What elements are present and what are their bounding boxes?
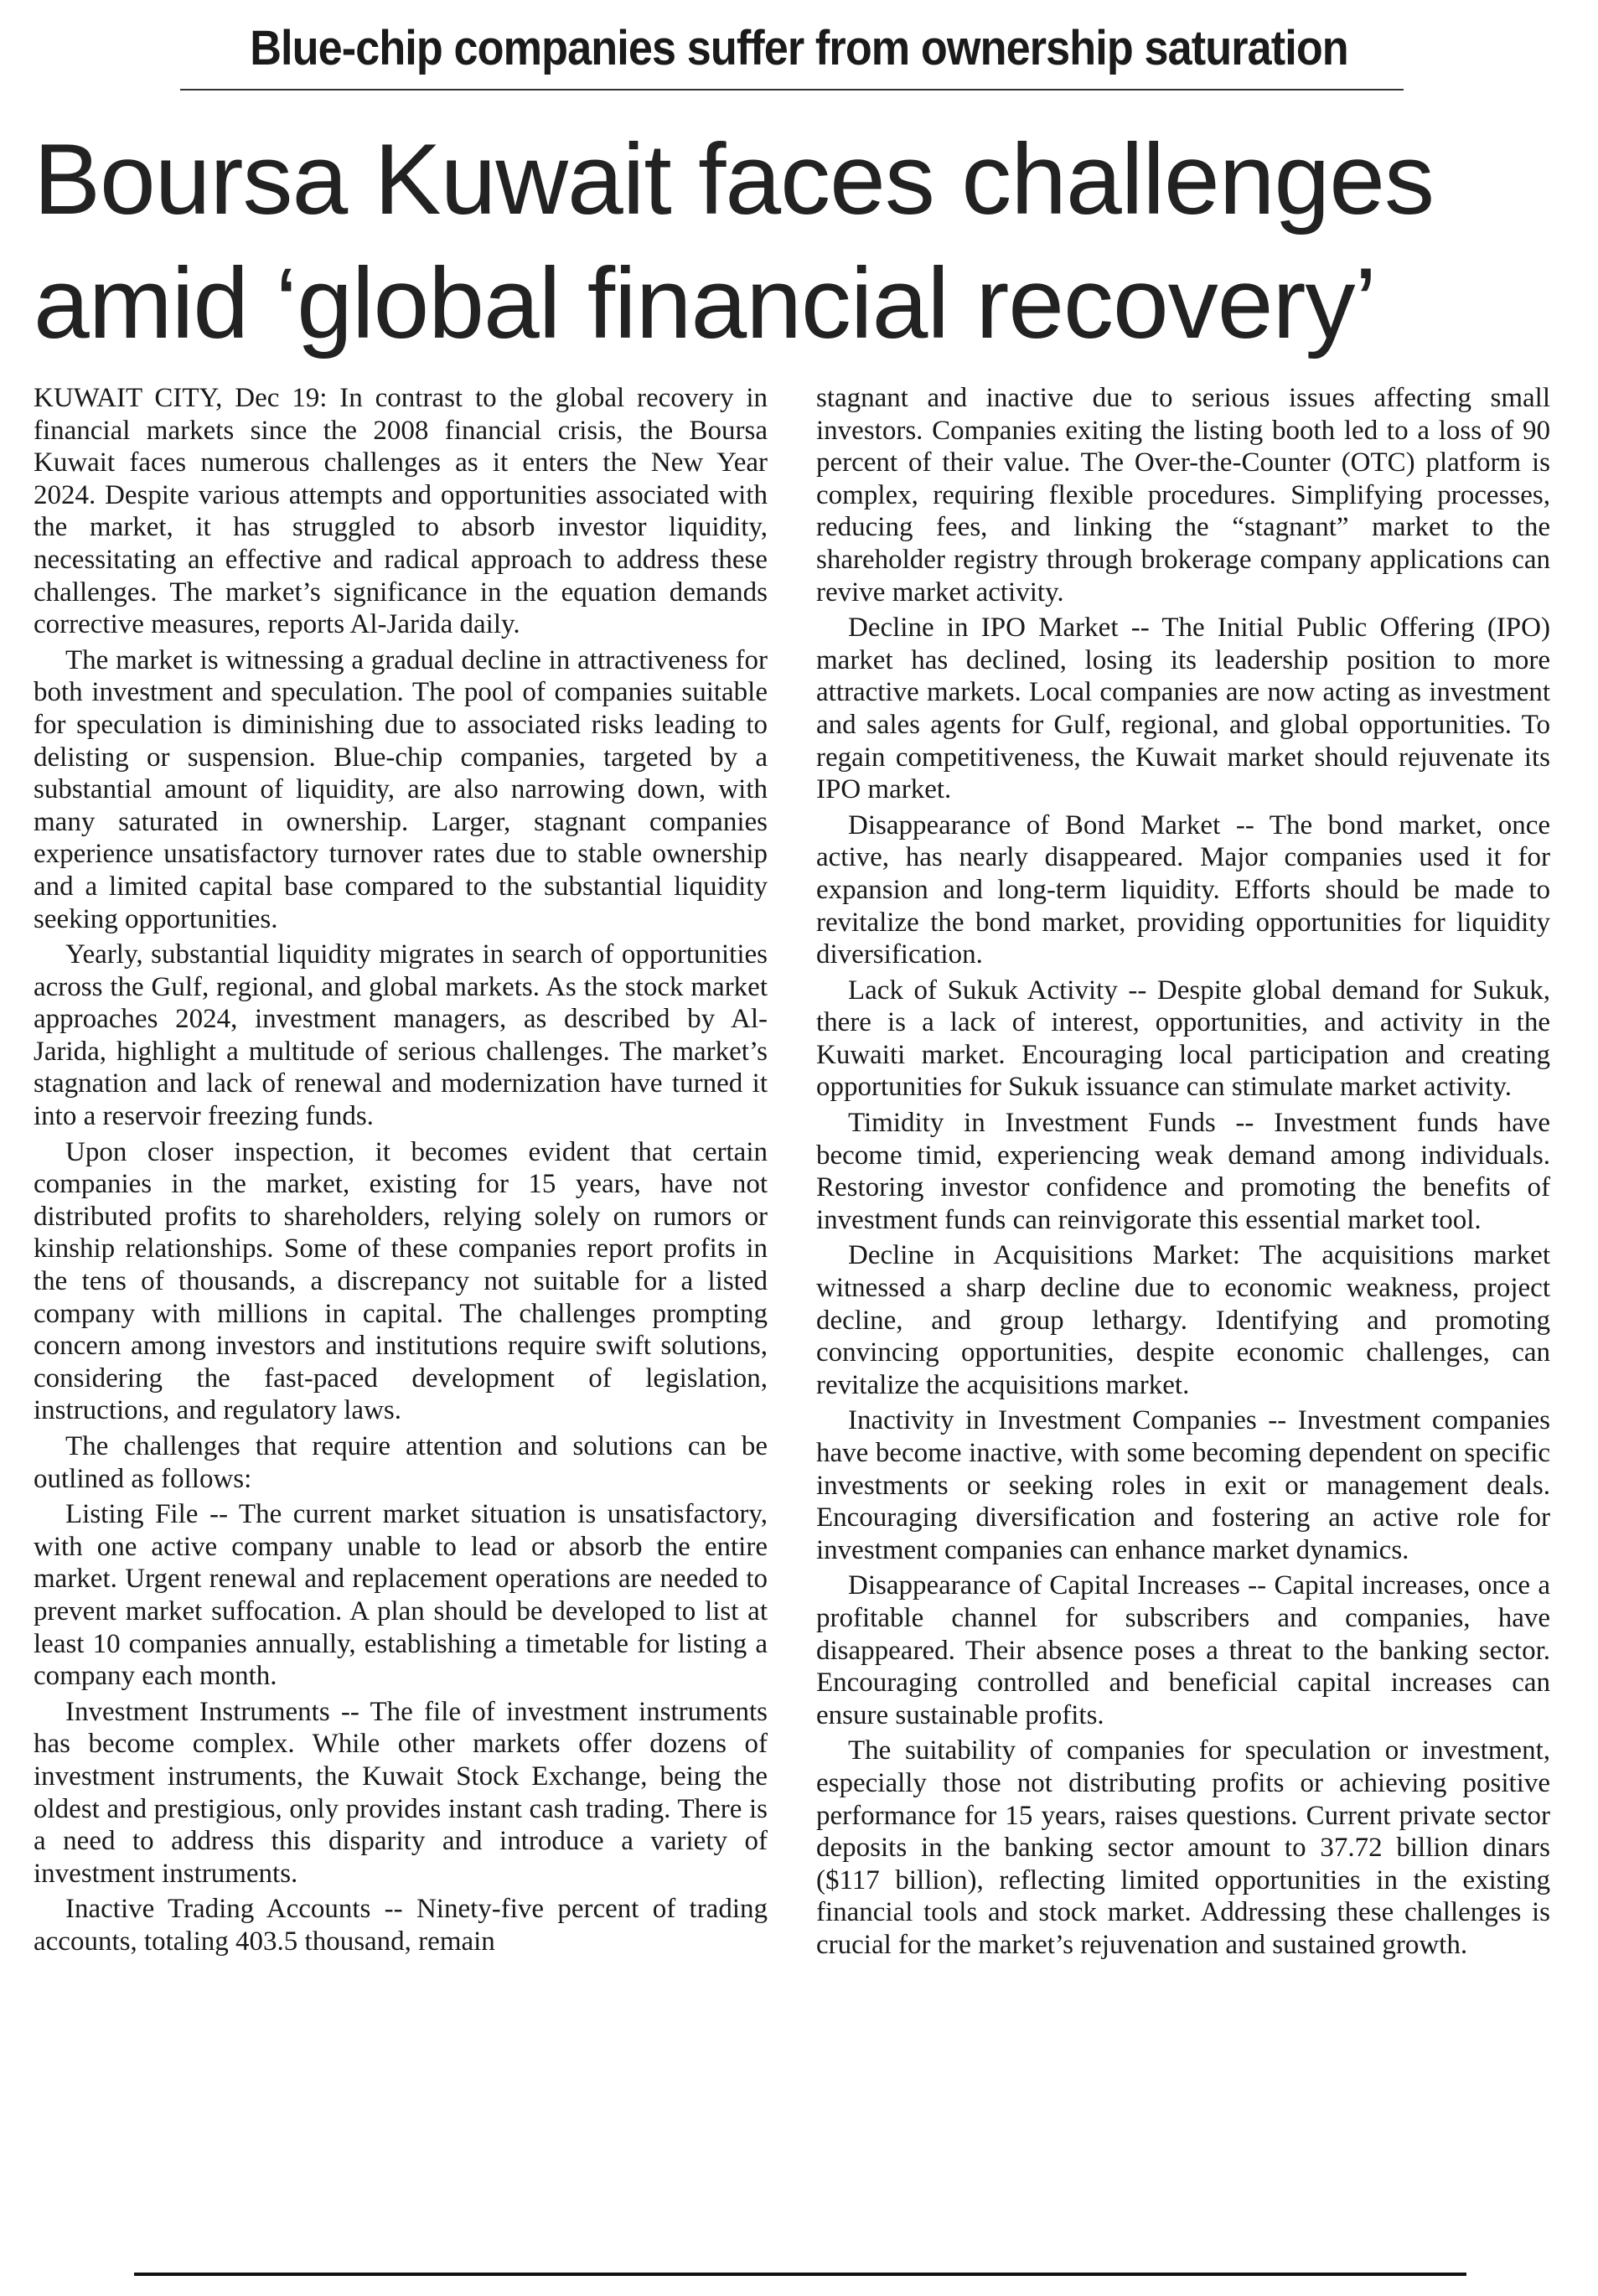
paragraph: The suitability of companies for speculation or investment, especially those not distributing profits or achieving positive performance for 15 years, raises questions. Current private sector deposits in the banking sector amount to 37.72 billion dinars ($117 billion), reflecting limited opportunities in the existing financial tools and stock market. Addressing these challenges is crucial for the market’s rejuvenation and sustained growth. bbox=[816, 1735, 1550, 1960]
paragraph: Timidity in Investment Funds -- Investment funds have become timid, experiencing weak demand among individuals. Restoring investor confidence and promoting the benefits of investment funds can reinvigorate this essential market tool. bbox=[816, 1108, 1550, 1235]
paragraph: Listing File -- The current market situation is unsatisfactory, with one active company unable to lead or absorb the entire market. Urgent renewal and replacement operations are needed to prevent market suffocation. A plan should be developed to list at least 10 companies annually, establishing a timetable for listing a company each month. bbox=[34, 1499, 768, 1692]
kicker-headline: Blue-chip companies suffer from ownership saturation bbox=[250, 21, 1348, 75]
article-column-right bbox=[816, 382, 1550, 1965]
headline-line-2: amid ‘global financial recovery’ bbox=[34, 247, 1377, 359]
paragraph: stagnant and inactive due to serious issues affecting small investors. Companies exiting the listing booth led to a loss of 90 percent of their value. The Over-the-Counter (OTC) platform is complex, requiring flexible procedures. Simplifying processes, reducing fees, and linking the “stagnant” market to the shareholder registry through brokerage company applications can revive market activity. bbox=[816, 383, 1550, 608]
paragraph: Disappearance of Capital Increases -- Capital increases, once a profitable channel for subscribers and companies, have disappeared. Their absence poses a threat to the banking sector. Encouraging controlled and beneficial capital increases can ensure sustainable profits. bbox=[816, 1570, 1550, 1730]
paragraph: The challenges that require attention and solutions can be outlined as follows: bbox=[34, 1431, 768, 1494]
paragraph: Upon closer inspection, it becomes evident that certain companies in the market, existing for 15 years, have not distributed profits to shareholders, relying solely on rumors or kinship relationships. Some of these companies report profits in the tens of thousands, a discrepancy not suitable for a listed company with millions in capital. The challenges prompting concern among investors and institutions require swift solutions, considering the fast-paced development of legislation, instructions, and regulatory laws. bbox=[34, 1136, 768, 1426]
kicker-divider bbox=[180, 89, 1404, 90]
paragraph: Disappearance of Bond Market -- The bond market, once active, has nearly disappeared. Major companies used it for expansion and long-term liquidity. Efforts should be made to revitalize the bond market, providing opportunities for liquidity diversification. bbox=[816, 809, 1550, 970]
headline-line-1: Boursa Kuwait faces challenges bbox=[34, 123, 1434, 235]
paragraph: Decline in Acquisitions Market: The acquisitions market witnessed a sharp decline due to economic weakness, project decline, and group lethargy. Identifying and promoting convincing opportunities, despite economic challenges, can revitalize the acquisitions market. bbox=[816, 1240, 1550, 1400]
article-column-left bbox=[34, 382, 768, 1962]
bottom-divider bbox=[134, 2273, 1466, 2276]
paragraph: Yearly, substantial liquidity migrates in search of opportunities across the Gulf, regional, and global markets. As the stock market approaches 2024, investment managers, as described by Al-Jarida, highlight a multitude of serious challenges. The market’s stagnation and lack of renewal and modernization have turned it into a reservoir freezing funds. bbox=[34, 939, 768, 1132]
paragraph: Investment Instruments -- The file of investment instruments has become complex. While other markets offer dozens of investment instruments, the Kuwait Stock Exchange, being the oldest and prestigious, only provides instant cash trading. There is a need to address this disparity and introduce a variety of investment instruments. bbox=[34, 1696, 768, 1889]
paragraph: Inactivity in Investment Companies -- Investment companies have become inactive, with some becoming dependent on specific investments or seeking roles in exit or management deals. Encouraging diversification and fostering an active role for investment companies can enhance market dynamics. bbox=[816, 1405, 1550, 1565]
paragraph: Lack of Sukuk Activity -- Despite global demand for Sukuk, there is a lack of interest, opportunities, and activity in the Kuwaiti market. Encouraging local participation and creating opportunities for Sukuk issuance can stimulate market activity. bbox=[816, 975, 1550, 1103]
paragraph: Inactive Trading Accounts -- Ninety-five percent of trading accounts, totaling 403.5 thousand, remain bbox=[34, 1894, 768, 1957]
main-headline bbox=[34, 117, 1575, 365]
paragraph: Decline in IPO Market -- The Initial Public Offering (IPO) market has declined, losing its leadership position to more attractive markets. Local companies are now acting as investment and sales agents for Gulf, regional, and global opportunities. To regain competitiveness, the Kuwait market should rejuvenate its IPO market. bbox=[816, 613, 1550, 805]
paragraph: KUWAIT CITY, Dec 19: In contrast to the global recovery in financial markets since the 2008 financial crisis, the Boursa Kuwait faces numerous challenges as it enters the New Year 2024. Despite various attempts and opportunities associated with the market, it has struggled to absorb investor liquidity, necessitating an effective and radical approach to address these challenges. The market’s significance in the equation demands corrective measures, reports Al-Jarida daily. bbox=[34, 383, 768, 640]
paragraph: The market is witnessing a gradual decline in attractiveness for both investment and speculation. The pool of companies suitable for speculation is diminishing due to associated risks leading to delisting or suspension. Blue-chip companies, targeted by a substantial amount of liquidity, are also narrowing down, with many saturated in ownership. Larger, stagnant companies experience unsatisfactory turnover rates due to stable ownership and a limited capital base compared to the substantial liquidity seeking opportunities. bbox=[34, 644, 768, 934]
